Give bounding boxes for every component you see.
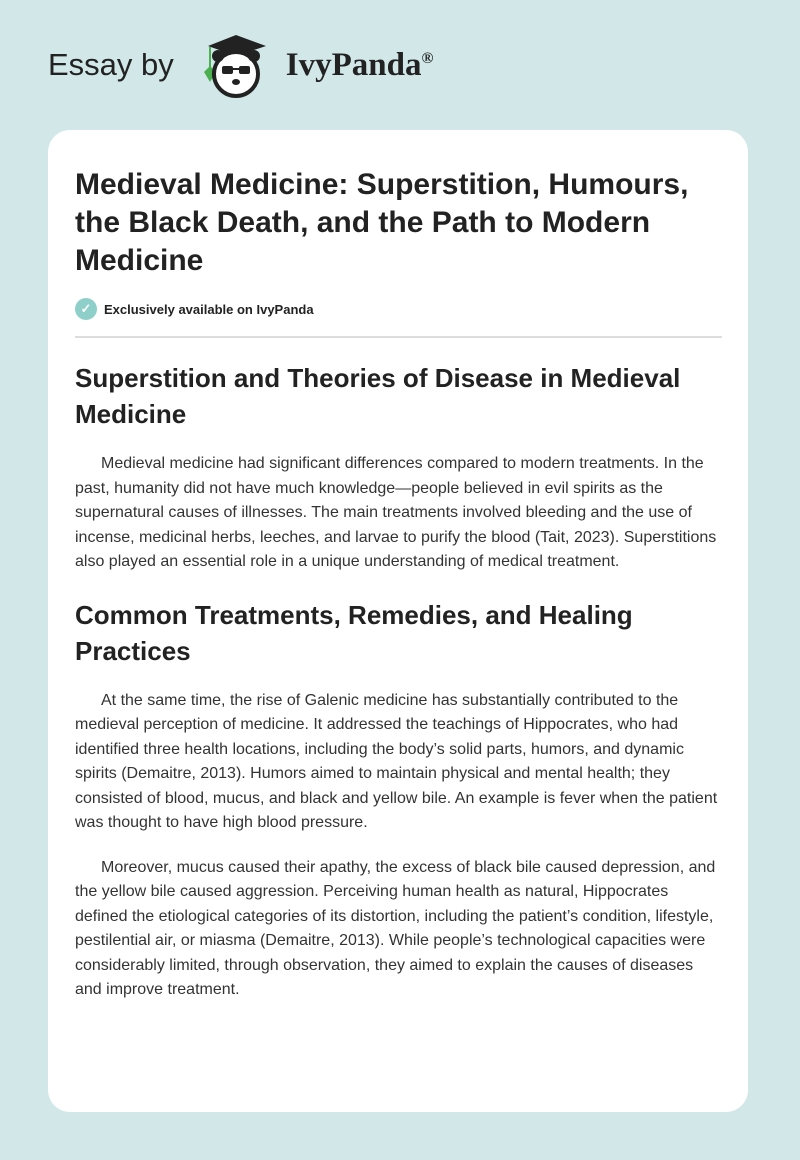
section-heading: Common Treatments, Remedies, and Healing Practices: [75, 599, 633, 666]
paragraph: Medieval medicine had significant differences compared to modern treatments. In the past, humanity did not have much knowledge—people believed in evil spirits as the supernatural causes of illnesses. The main treatments involved bleeding and the use of incense, medicinal herbs, leeches, and larvae to purify the blood (Tait, 2023). Superstitions also played an essential role in a unique understanding of medical treatment.: [75, 455, 717, 570]
divider: [75, 336, 722, 338]
essay-card: [48, 130, 748, 1112]
registered-mark: ®: [421, 49, 434, 67]
brand-text: IvyPanda: [285, 46, 422, 83]
exclusive-label: Exclusively available on IvyPanda: [104, 301, 314, 317]
paragraph: Moreover, mucus caused their apathy, the excess of black bile caused depression, and the yellow bile caused aggression. Perceiving human health as natural, Hippocrates defined the etiological categories of its distortion, including the patient’s condition, lifestyle, pestilential air, or miasma (Demaitre, 2013). While people’s technological capacities were considerably limited, through observation, they aimed to explain the causes of diseases and improve treatment.: [75, 858, 716, 998]
site-header: [48, 30, 433, 100]
panda-logo-icon[interactable]: [194, 30, 278, 100]
brand-name[interactable]: [286, 47, 434, 84]
essay-by-label: Essay by: [48, 47, 174, 82]
exclusive-badge: [75, 298, 722, 320]
section-heading: Superstition and Theories of Disease in Medieval Medicine: [75, 363, 681, 429]
page-title: Medieval Medicine: Superstition, Humours, the Black Death, and the Path to Modern Medicine: [75, 168, 689, 277]
check-icon: ✓: [75, 298, 97, 320]
paragraph: At the same time, the rise of Galenic medicine has substantially contributed to the medieval perception of medicine. It addressed the teachings of Hippocrates, who had identified three health locations, including the body’s solid parts, humors, and dynamic spirits (Demaitre, 2013). Humors aimed to maintain physical and mental health; they consisted of blood, mucus, and black and yellow bile. An example is fever when the patient was thought to have high blood pressure.: [75, 691, 718, 831]
